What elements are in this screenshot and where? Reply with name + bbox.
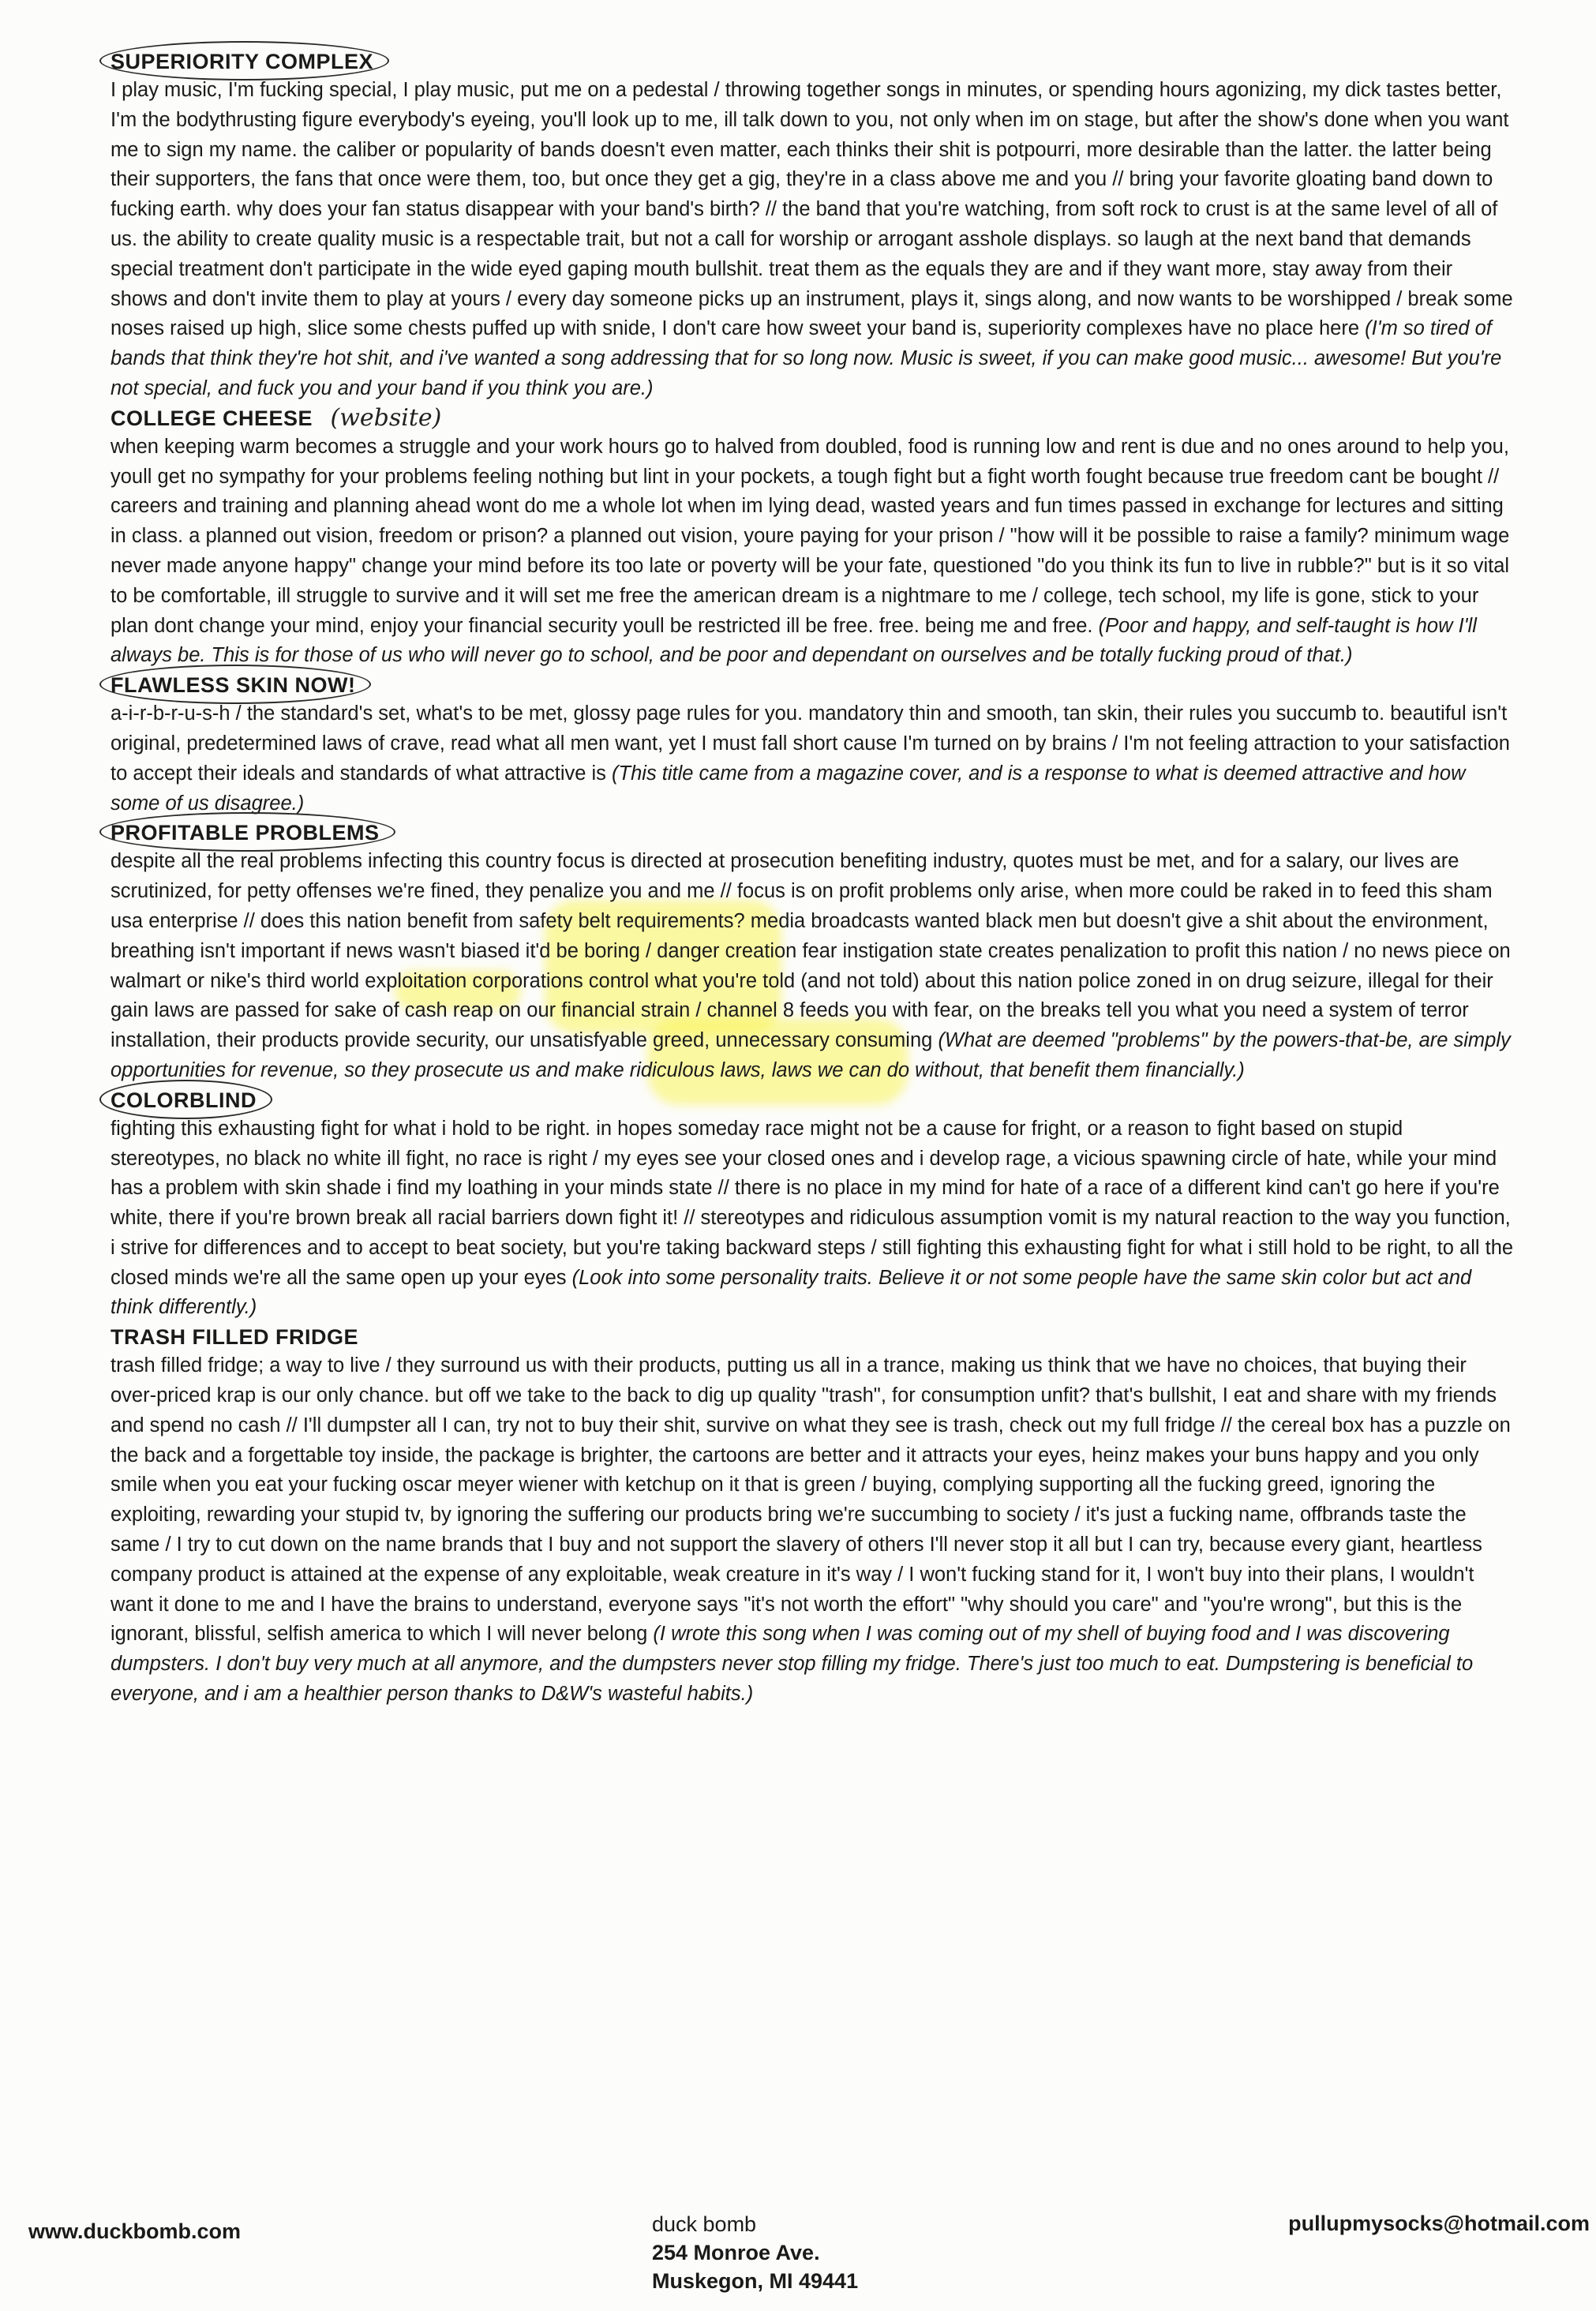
author-note: (This title came from a magazine cover, and is a response to what is deemed attractive and how some of us disagree.) (111, 762, 1466, 815)
song-title: FLAWLESS SKIN NOW! (111, 671, 355, 699)
lyrics-text: I play music, I'm fucking special, I play music, put me on a pedestal / throwing together songs in minutes, or spending hours agonizing, my dick tastes better, I'm the bodythrusting figure everybody's eyeing, you'll look up to me, ill talk down to you, not only when im on stage, but after the show's done when you want me to sign my name. the caliber or popularity of bands doesn't even matter, each thinks their shit is potpourri, more desirable than the latter. the latter being their supporters, the fans that once were them, too, but once they get a gig, they're in a class above me and you // bring your favorite gloating band down to fucking earth. why does your fan status disappear with your band's birth? // the band that you're watching, from soft rock to crust is at the same level of all of us. the ability to create quality music is a respectable trait, but not a call for worship or arrogant asshole displays. so laugh at the next band that demands special treatment don't participate in the wide eyed gaping mouth bullshit. treat them as the equals they are and if they want more, stay away from their shows and don't invite them to play at yours / every day someone picks up an instrument, plays it, sings along, and now wants to be worshipped / break some noses raised up high, slice some chests puffed up with snide, I don't care how sweet your band is, superiority complexes have no place here (111, 79, 1513, 340)
handwritten-annotation: (website) (330, 403, 442, 432)
mailing-address (652, 2210, 858, 2295)
author-note: (Poor and happy, and self-taught is how I'll always be. This is for those of us who will never go to school, and be poor and dependant on ourselves and be totally fucking proud of that.) (111, 614, 1477, 667)
lyric-sheet (111, 47, 1514, 1710)
author-note: (What are deemed "problems" by the powers-that-be, are simply opportunities for revenue, so they prosecute us and make ridiculous laws, laws we can do without, that benefit them financially.) (111, 1029, 1511, 1081)
song-title: SUPERIORITY COMPLEX (111, 47, 373, 76)
song-lyrics (111, 433, 1514, 671)
song-lyrics (111, 699, 1514, 818)
song-lyrics (111, 1351, 1514, 1710)
website-link[interactable]: www.duckbomb.com (28, 2219, 242, 2243)
email-link[interactable]: pullupmysocks@hotmail.com (1288, 2212, 1590, 2235)
song-college-cheese (111, 404, 1514, 671)
song-title: COLLEGE CHEESE (111, 406, 313, 430)
city-state-zip: Muskegon, MI 49441 (652, 2269, 859, 2293)
song-lyrics (111, 76, 1514, 404)
song-flawless-skin-now (111, 671, 1514, 818)
lyrics-text: trash filled fridge; a way to live / they surround us with their products, putting us all in a trance, making us think that we have no choices, that buying their over-priced krap is our only chance. but off we take to the back to dig up quality "trash", for consumption unfit? that's bullshit, I eat and share with my friends and spend no cash // I'll dumpster all I can, try not to buy their shit, survive on what they see is trash, check out my full fridge // the cereal box has a puzzle on the back and a forgettable toy inside, the package is brighter, the cartoons are better and it attracts your eyes, heinz makes your buns happy and you only smile when you eat your fucking oscar meyer wiener with ketchup on it that is green / buying, complying supporting all the fucking greed, ignoring the exploiting, rewarding your stupid tv, by ignoring the suffering our products bring we're succumbing to society / it's just a fucking name, offbrands taste the same / I try to cut down on the name brands that I buy and not support the slavery of others I'll never stop it all but I can try, because every giant, heartless company product is attained at the expense of any exploitable, weak creature in it's way / I won't fucking stand for it, I won't buy into their plans, I wouldn't want it done to me and I have the brains to understand, everyone says "it's not worth the effort" "why should you care" and "you're wrong", but this is the ignorant, blissful, selfish america to which I will never belong (111, 1354, 1511, 1646)
author-note: (Look into some personality traits. Believe it or not some people have the same skin color but act and think differently.) (111, 1266, 1472, 1319)
lyrics-text: when keeping warm becomes a struggle and your work hours go to halved from doubled, food is running low and rent is due and no ones around to help you, youll get no sympathy for your problems feeling nothing but lint in your pockets, a tough fight but a fight worth fought because true freedom cant be bought // careers and training and planning ahead wont do me a whole lot when im lying dead, wasted years and fun times passed in exchange for lectures and sitting in class. a planned out vision, freedom or prison? a planned out vision, youre paying for your prison / "how will it be possible to raise a family? minimum wage never made anyone happy" change your mind before its too late or poverty will be your fate, questioned "do you think its fun to live in rubble?" but is it so vital to be comfortable, ill struggle to survive and it will set me free the american dream is a nightmare to me / college, tech school, my life is gone, stick to your plan dont change your mind, enjoy your financial security youll be restricted ill be free. free. being me and free. (111, 435, 1510, 637)
author-note: (I wrote this song when I was coming out of my shell of buying food and I was discovering dumpsters. I don't buy very much at all anymore, and the dumpsters never stop filling my fridge. There's just too much to eat. Dumpstering is beneficial to everyone, and i am a healthier person thanks to D&W's wasteful habits.) (111, 1623, 1474, 1706)
song-lyrics (111, 1114, 1514, 1324)
lyrics-text: a-i-r-b-r-u-s-h / the standard's set, what's to be met, glossy page rules for you. mandatory thin and smooth, tan skin, their rules you succumb to. beautiful isn't original, predetermined laws of crave, read what all men want, yet I must fall short cause I'm turned on by brains / I'm not feeling attraction to your satisfaction to accept their ideals and standards of what attractive is (111, 702, 1510, 785)
lyrics-text: fighting this exhausting fight for what i hold to be right. in hopes someday race might not be a cause for fright, or a reason to fight based on stupid stereotypes, no black no white ill fight, no race is right / my eyes see your closed ones and i develop rage, a vicious spawning circle of hate, while your mind has a problem with skin shade i find my loathing in your minds state // there is no place in my mind for hate of a race of a different kind can't go here if you're white, there if you're brown break all racial barriers down fight it! // stereotypes and ridiculous assumption vomit is my natural reaction to the way you function, i strive for differences and to accept to beat society, but you're taking backward steps / still fighting this exhausting fight for what i still hold to be right, to all the closed minds we're all the same open up your eyes (111, 1117, 1514, 1289)
song-profitable-problems (111, 818, 1514, 1085)
lyrics-text: despite all the real problems infecting this country focus is directed at prosecution benefiting industry, quotes must be met, and for a salary, our lives are scrutinized, for petty offenses we're fined, they penalize you and me // focus is on profit problems only arise, when more could be raked in to feed this sham usa enterprise // does this nation benefit from safety belt requirements? media broadcasts wanted black men but doesn't give a shit about the environment, breathing isn't important if news wasn't biased it'd be boring / danger creation fear instigation state creates penalization to profit this nation / no news piece on walmart or nike's third world exploitation corporations control what you're told (and not told) about this nation police zoned in on drug seizure, illegal for their gain laws are passed for sake of cash reap on our financial strain / channel 8 feeds you with fear, on the breaks tell you what you need a system of terror installation, their products provide security, our unsatisfyable greed, unnecessary consuming (111, 850, 1511, 1052)
band-name: duck bomb (652, 2212, 757, 2236)
song-lyrics (111, 847, 1514, 1085)
song-superiority-complex (111, 47, 1514, 404)
song-colorblind (111, 1086, 1514, 1324)
song-title: PROFITABLE PROBLEMS (111, 818, 380, 847)
song-title: COLORBLIND (111, 1086, 257, 1114)
author-note: (I'm so tired of bands that think they're hot shit, and i've wanted a song addressing that for so long now. Music is sweet, if you can make good music... awesome! But you're not special, and fuck you and your band if you think you are.) (111, 317, 1502, 399)
song-trash-filled-fridge (111, 1323, 1514, 1710)
song-title: TRASH FILLED FRIDGE (111, 1325, 358, 1350)
street-address: 254 Monroe Ave. (652, 2241, 820, 2264)
